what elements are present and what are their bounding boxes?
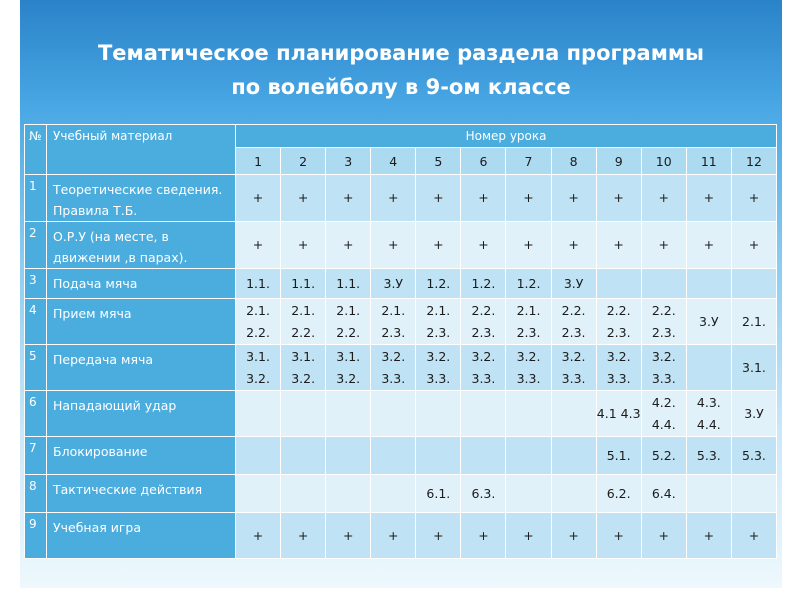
lesson-cell: + bbox=[371, 222, 416, 269]
lesson-cell: + bbox=[461, 513, 506, 559]
lesson-cell bbox=[731, 475, 776, 513]
lesson-cell: + bbox=[686, 513, 731, 559]
lesson-cell: + bbox=[506, 222, 551, 269]
lesson-cell: 1.2. bbox=[461, 269, 506, 299]
lesson-cell: + bbox=[641, 175, 686, 222]
header-num: № bbox=[25, 125, 47, 175]
lesson-cell bbox=[506, 437, 551, 475]
lesson-cell: + bbox=[416, 513, 461, 559]
lesson-cell: + bbox=[551, 513, 596, 559]
lesson-cell: + bbox=[596, 513, 641, 559]
table-row bbox=[25, 475, 777, 513]
row-number: 1 bbox=[25, 175, 47, 222]
lesson-cell: 5.1. bbox=[596, 437, 641, 475]
lesson-cell bbox=[596, 269, 641, 299]
row-material: Тактические действия bbox=[47, 475, 236, 513]
lesson-number: 1 bbox=[236, 148, 281, 175]
lesson-cell: + bbox=[416, 222, 461, 269]
lesson-cell bbox=[281, 391, 326, 437]
lesson-cell: 4.1 4.3 bbox=[596, 391, 641, 437]
lesson-cell: 6.1. bbox=[416, 475, 461, 513]
lesson-number: 11 bbox=[686, 148, 731, 175]
table-row bbox=[25, 299, 777, 345]
lesson-cell bbox=[506, 475, 551, 513]
lesson-cell bbox=[236, 437, 281, 475]
lesson-cell: 3.1. 3.2. bbox=[236, 345, 281, 391]
title-line-1: Тематическое планирование раздела программы bbox=[97, 41, 705, 65]
lesson-cell bbox=[551, 391, 596, 437]
row-number: 2 bbox=[25, 222, 47, 269]
lesson-cell bbox=[506, 391, 551, 437]
row-number: 3 bbox=[25, 269, 47, 299]
table-row bbox=[25, 175, 777, 222]
lesson-cell: 2.1. 2.2. bbox=[326, 299, 371, 345]
lesson-cell bbox=[686, 345, 731, 391]
lesson-number: 2 bbox=[281, 148, 326, 175]
table-body bbox=[25, 175, 777, 559]
lesson-cell: 1.2. bbox=[506, 269, 551, 299]
lesson-cell bbox=[326, 437, 371, 475]
lesson-cell: + bbox=[371, 513, 416, 559]
lesson-cell bbox=[641, 269, 686, 299]
lesson-cell bbox=[371, 475, 416, 513]
row-material: Блокирование bbox=[47, 437, 236, 475]
lesson-cell: 3.1. 3.2. bbox=[281, 345, 326, 391]
lesson-number: 9 bbox=[596, 148, 641, 175]
lesson-cell: 3.У bbox=[551, 269, 596, 299]
lesson-cell: 2.1. 2.2. bbox=[281, 299, 326, 345]
lesson-cell: 6.4. bbox=[641, 475, 686, 513]
lesson-cell: + bbox=[731, 513, 776, 559]
row-material: Нападающий удар bbox=[47, 391, 236, 437]
table-row bbox=[25, 437, 777, 475]
lesson-cell bbox=[551, 475, 596, 513]
lesson-cell bbox=[236, 391, 281, 437]
lesson-cell: + bbox=[641, 513, 686, 559]
lesson-cell: 3.2. 3.3. bbox=[416, 345, 461, 391]
table-row bbox=[25, 345, 777, 391]
lesson-cell: 2.1. bbox=[731, 299, 776, 345]
lesson-cell bbox=[281, 475, 326, 513]
lesson-number: 10 bbox=[641, 148, 686, 175]
lesson-cell bbox=[371, 391, 416, 437]
row-number: 7 bbox=[25, 437, 47, 475]
lesson-cell bbox=[236, 475, 281, 513]
lesson-cell: 2.1. 2.2. bbox=[236, 299, 281, 345]
lesson-cell: + bbox=[281, 513, 326, 559]
lesson-cell: 5.3. bbox=[686, 437, 731, 475]
lesson-cell: 1.1. bbox=[236, 269, 281, 299]
lesson-cell: 2.2. 2.3. bbox=[641, 299, 686, 345]
lesson-cell: + bbox=[326, 222, 371, 269]
lesson-number: 12 bbox=[731, 148, 776, 175]
lesson-cell: + bbox=[506, 175, 551, 222]
lesson-cell: 6.2. bbox=[596, 475, 641, 513]
lesson-cell bbox=[416, 391, 461, 437]
lesson-cell bbox=[731, 269, 776, 299]
lesson-cell: 1.2. bbox=[416, 269, 461, 299]
row-material: Подача мяча bbox=[47, 269, 236, 299]
lesson-cell: + bbox=[731, 222, 776, 269]
lesson-cell: + bbox=[551, 222, 596, 269]
lesson-cell: + bbox=[686, 175, 731, 222]
table-row bbox=[25, 222, 777, 269]
lesson-cell bbox=[461, 391, 506, 437]
lesson-cell: 2.2. 2.3. bbox=[596, 299, 641, 345]
lesson-cell bbox=[416, 437, 461, 475]
lesson-cell bbox=[281, 437, 326, 475]
lesson-cell: 3.1. 3.2. bbox=[326, 345, 371, 391]
lesson-cell: 3.2. 3.3. bbox=[551, 345, 596, 391]
slide-title bbox=[20, 36, 782, 104]
lesson-cell: + bbox=[461, 222, 506, 269]
lesson-cell bbox=[551, 437, 596, 475]
lesson-cell: 3.У bbox=[371, 269, 416, 299]
row-material: О.Р.У (на месте, в движении ,в парах). bbox=[47, 222, 236, 269]
row-number: 4 bbox=[25, 299, 47, 345]
table-row bbox=[25, 391, 777, 437]
row-material: Учебная игра bbox=[47, 513, 236, 559]
lesson-cell: + bbox=[461, 175, 506, 222]
row-material: Теоретические сведения. Правила Т.Б. bbox=[47, 175, 236, 222]
row-material: Прием мяча bbox=[47, 299, 236, 345]
lesson-cell: 4.3. 4.4. bbox=[686, 391, 731, 437]
lesson-cell: 3.2. 3.3. bbox=[506, 345, 551, 391]
lesson-cell: + bbox=[731, 175, 776, 222]
lesson-cell: + bbox=[371, 175, 416, 222]
lesson-number: 3 bbox=[326, 148, 371, 175]
lesson-cell: 1.1. bbox=[326, 269, 371, 299]
lesson-cell: + bbox=[596, 175, 641, 222]
row-number: 8 bbox=[25, 475, 47, 513]
title-line-2: по волейболу в 9-ом классе bbox=[231, 75, 571, 99]
lesson-number: 7 bbox=[506, 148, 551, 175]
lesson-cell: + bbox=[641, 222, 686, 269]
lesson-cell: 5.2. bbox=[641, 437, 686, 475]
lesson-cell: + bbox=[506, 513, 551, 559]
lesson-cell: 4.2. 4.4. bbox=[641, 391, 686, 437]
lesson-cell: 2.1. 2.3. bbox=[371, 299, 416, 345]
lesson-cell: 1.1. bbox=[281, 269, 326, 299]
header-material: Учебный материал bbox=[47, 125, 236, 175]
lesson-number: 6 bbox=[461, 148, 506, 175]
row-number: 6 bbox=[25, 391, 47, 437]
table-row bbox=[25, 269, 777, 299]
lesson-number: 8 bbox=[551, 148, 596, 175]
lesson-cell: 3.1. bbox=[731, 345, 776, 391]
lesson-cell: + bbox=[686, 222, 731, 269]
lesson-cell: 3.2. 3.3. bbox=[596, 345, 641, 391]
lesson-cell: + bbox=[236, 222, 281, 269]
row-number: 5 bbox=[25, 345, 47, 391]
lesson-cell: 3.2. 3.3. bbox=[371, 345, 416, 391]
lesson-number: 5 bbox=[416, 148, 461, 175]
lesson-cell: + bbox=[326, 175, 371, 222]
lesson-cell: 2.2. 2.3. bbox=[551, 299, 596, 345]
lesson-cell: 3.2. 3.3. bbox=[641, 345, 686, 391]
lesson-cell bbox=[326, 391, 371, 437]
lesson-cell: + bbox=[281, 175, 326, 222]
lesson-cell: 6.3. bbox=[461, 475, 506, 513]
lesson-cell: 2.1. 2.3. bbox=[416, 299, 461, 345]
lesson-cell bbox=[461, 437, 506, 475]
lesson-number: 4 bbox=[371, 148, 416, 175]
lesson-cell: + bbox=[236, 175, 281, 222]
lesson-cell: 3.2. 3.3. bbox=[461, 345, 506, 391]
lesson-cell: + bbox=[596, 222, 641, 269]
lesson-cell bbox=[326, 475, 371, 513]
header-lessons: Номер урока bbox=[236, 125, 777, 148]
row-number: 9 bbox=[25, 513, 47, 559]
lesson-cell: 2.1. 2.3. bbox=[506, 299, 551, 345]
table-row bbox=[25, 513, 777, 559]
lesson-cell: 3.У bbox=[686, 299, 731, 345]
row-material: Передача мяча bbox=[47, 345, 236, 391]
lesson-cell: + bbox=[551, 175, 596, 222]
lesson-plan-table bbox=[24, 124, 777, 559]
lesson-cell bbox=[371, 437, 416, 475]
lesson-cell bbox=[686, 269, 731, 299]
lesson-cell: 3.У bbox=[731, 391, 776, 437]
lesson-cell: + bbox=[416, 175, 461, 222]
lesson-cell: 5.3. bbox=[731, 437, 776, 475]
lesson-cell bbox=[686, 475, 731, 513]
lesson-cell: 2.2. 2.3. bbox=[461, 299, 506, 345]
lesson-cell: + bbox=[281, 222, 326, 269]
lesson-cell: + bbox=[236, 513, 281, 559]
lesson-cell: + bbox=[326, 513, 371, 559]
